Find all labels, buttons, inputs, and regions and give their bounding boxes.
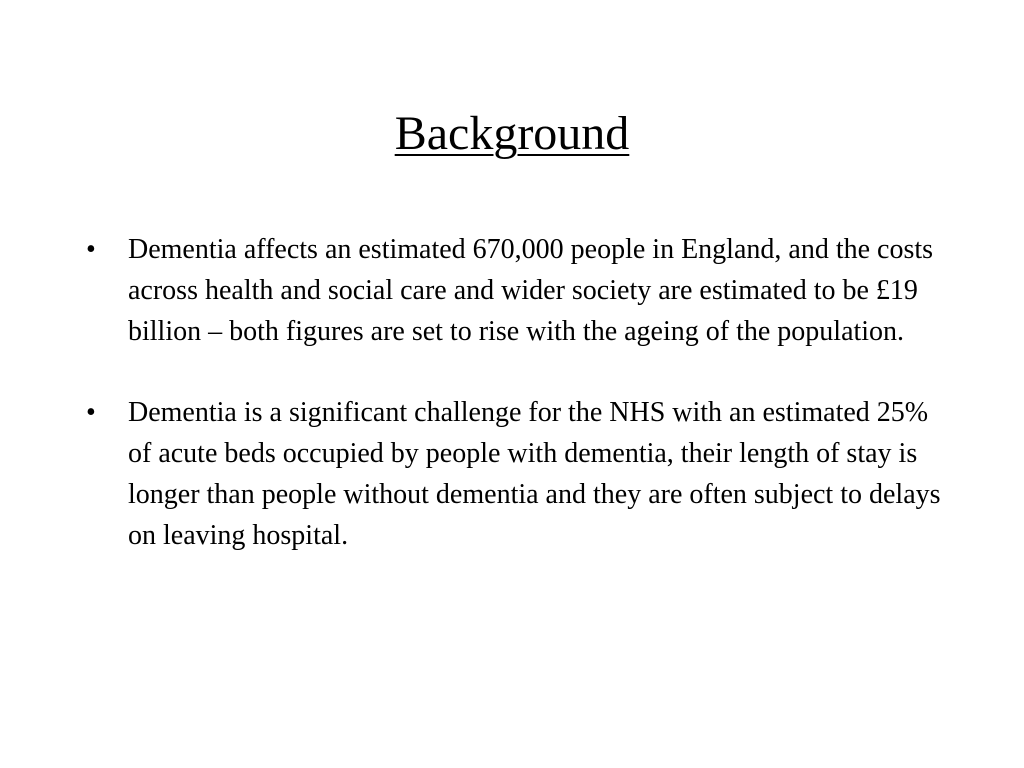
- bullet-text: Dementia is a significant challenge for the NHS with an estimated 25% of acute beds occupied by people with dementia, their length of stay is longer than people without dementia and they are often subject to delays on leaving hospital.: [128, 397, 941, 551]
- bullet-text: Dementia affects an estimated 670,000 people in England, and the costs across health and social care and wider society are estimated to be £19 billion – both figures are set to rise with the ageing of the population.: [128, 234, 934, 347]
- bullet-point-icon: •: [86, 234, 96, 265]
- bullet-item-dementia-prevalence: [84, 229, 944, 352]
- bullet-item-nhs-challenge: [84, 392, 944, 556]
- slide-title: Background: [394, 107, 630, 160]
- bullet-point-icon: •: [86, 397, 96, 428]
- bullet-list: [84, 229, 944, 556]
